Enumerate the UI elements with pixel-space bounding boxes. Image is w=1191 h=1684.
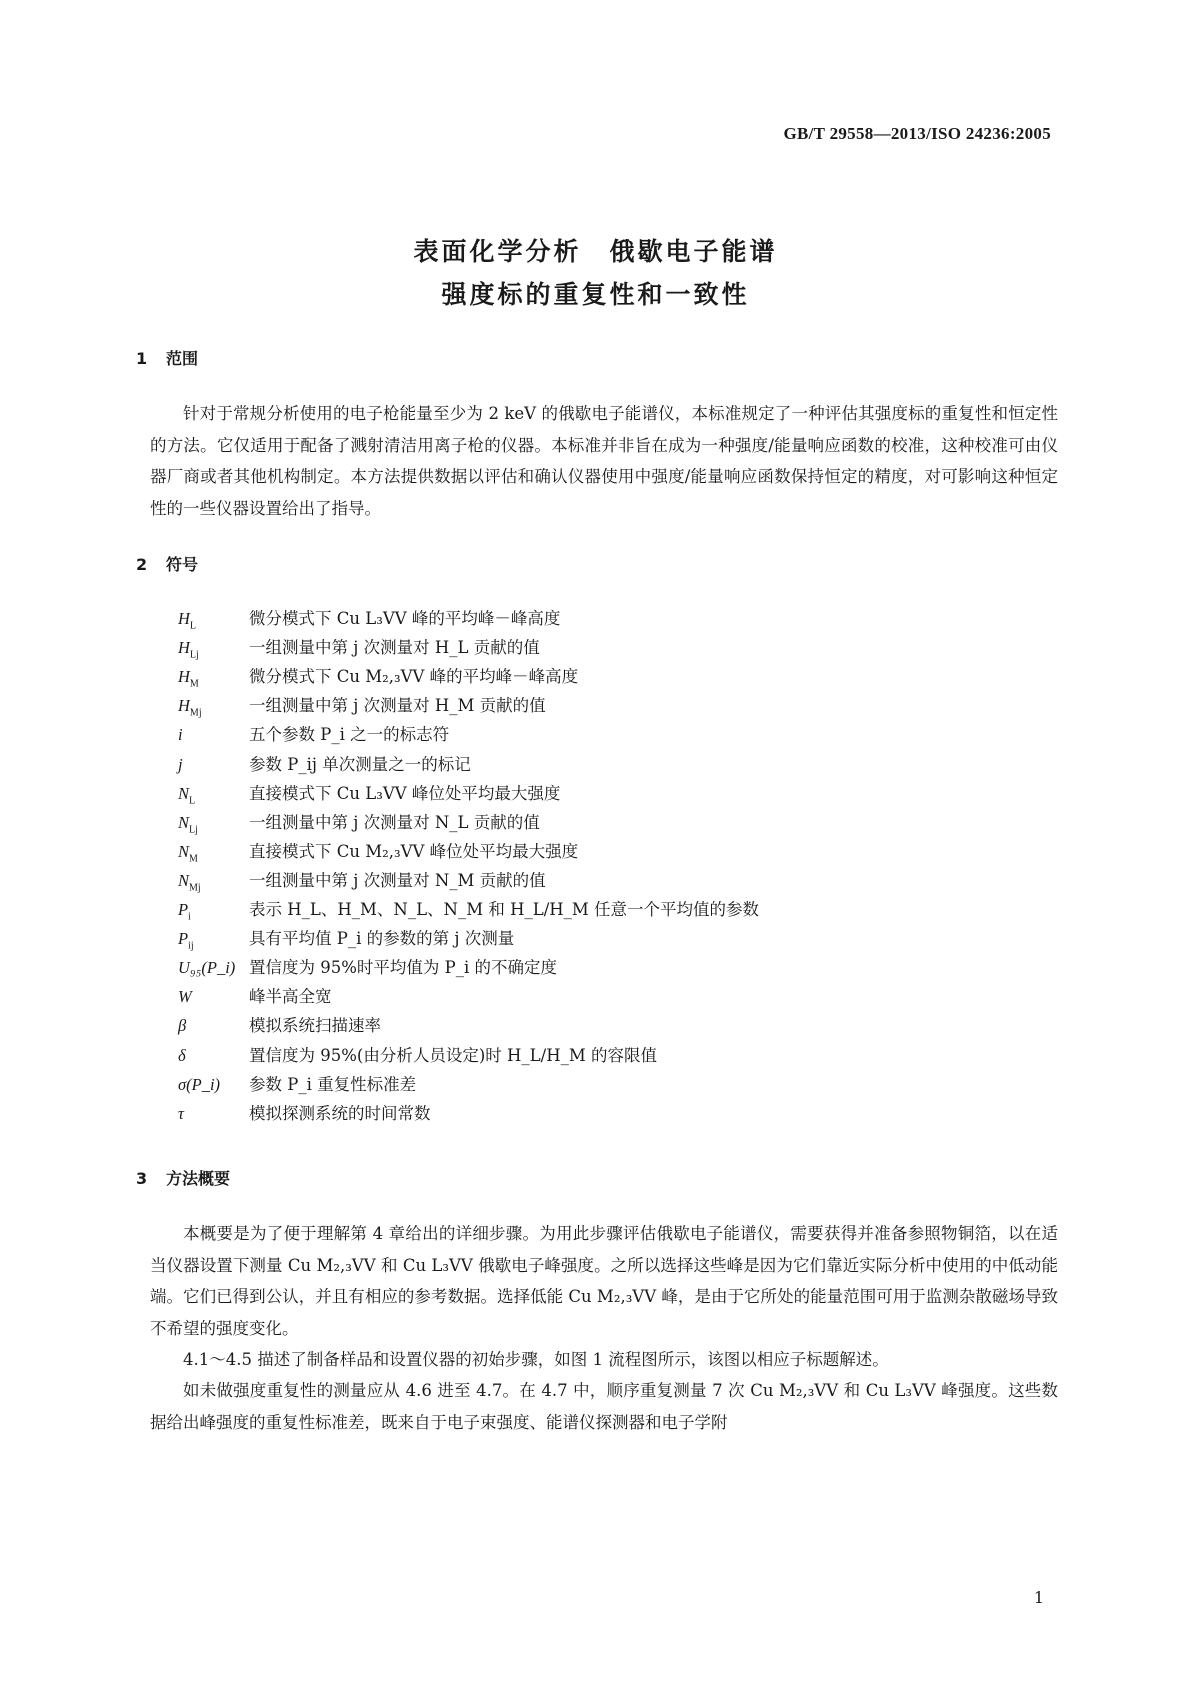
section-title: 符号 [166, 555, 199, 574]
symbol-description: 微分模式下 Cu M₂,₃VV 峰的平均峰－峰高度 [249, 667, 579, 687]
symbol-description: 参数 P_ij 单次测量之一的标记 [249, 754, 471, 774]
symbol-term: $H_L$ [178, 609, 197, 632]
section-heading-symbols [136, 552, 198, 575]
method-paragraph-2: 4.1～4.5 描述了制备样品和设置仪器的初始步骤，如图 1 流程图所示，该图以相应子标题解述。 [183, 1350, 889, 1369]
symbol-term: $N_{Lj}$ [178, 812, 198, 835]
scope-paragraph: 针对于常规分析使用的电子枪能量至少为 2 keV 的俄歇电子能谱仪，本标准规定了一种评估其强度标的重复性和恒定性的方法。它仅适用于配备了溅射清洁用离子枪的仪器。本标准并非旨在成为一种强度/能量响应函数的校准，这种校准可由仪器厂商或者其他机构制定。本方法提供数据以评估和确认仪器使用中强度/能量响应函数保持恒定的精度，对可影响这种恒定性的一些仪器设置给出了指导。 [150, 404, 1058, 518]
symbol-term: $N_M$ [178, 841, 198, 865]
symbol-term: $P_i$ [178, 900, 191, 923]
symbol-term: δ [178, 1045, 186, 1065]
symbol-term: $H_M$ [178, 667, 199, 690]
symbol-description: 模拟系统扫描速率 [249, 1016, 381, 1036]
symbol-description: 峰半高全宽 [249, 987, 332, 1007]
section-title: 范围 [166, 349, 199, 368]
section-number: 1 [136, 349, 148, 368]
symbol-term: i [178, 725, 183, 745]
symbol-description: 一组测量中第 j 次测量对 N_L 贡献的值 [249, 812, 540, 832]
symbol-term: $N_{Mj}$ [178, 870, 201, 894]
symbol-term: j [178, 754, 183, 774]
symbol-description: 一组测量中第 j 次测量对 H_M 贡献的值 [249, 696, 546, 716]
symbol-description: 模拟探测系统的时间常数 [249, 1103, 431, 1123]
symbol-description: 置信度为 95%(由分析人员设定)时 H_L/H_M 的容限值 [249, 1045, 657, 1065]
title-line-2: 强度标的重复性和一致性 [441, 280, 750, 309]
symbol-term: $H_{Lj}$ [178, 638, 199, 661]
method-paragraph-1: 本概要是为了便于理解第 4 章给出的详细步骤。为用此步骤评估俄歇电子能谱仪，需要获得并准备参照物铜箔，以在适当仪器设置下测量 Cu M₂,₃VV 和 Cu L₃VV 俄歇电子峰强度。之所以选择这些峰是因为它们靠近实际分析中使用的中低动能端。它们已得到公认，并且有相应的参考数据。选择低能 Cu M₂,₃VV 峰，是由于它所处的能量范围可用于监测杂散磁场导致不希望的强度变化。 [150, 1224, 1058, 1338]
symbol-description: 具有平均值 P_i 的参数的第 j 次测量 [249, 929, 515, 949]
symbol-description: 表示 H_L、H_M、N_L、N_M 和 H_L/H_M 任意一个平均值的参数 [249, 900, 760, 919]
method-paragraph-3: 如未做强度重复性的测量应从 4.6 进至 4.7。在 4.7 中，顺序重复测量 7 次 Cu M₂,₃VV 和 Cu L₃VV 峰强度。这些数据给出峰强度的重复性标准差，既来自于电子束强度、能谱仪探测器和电子学附 [150, 1381, 1058, 1432]
symbol-description: 置信度为 95%时平均值为 P_i 的不确定度 [249, 958, 558, 978]
symbol-description: 参数 P_i 重复性标准差 [249, 1074, 417, 1094]
symbol-term: τ [178, 1103, 184, 1123]
symbol-term: $P_{ij}$ [178, 929, 194, 952]
section-number: 3 [136, 1169, 148, 1188]
section-number: 2 [136, 555, 148, 574]
symbol-term: W [178, 987, 192, 1007]
symbol-term: $H_{Mj}$ [178, 696, 202, 719]
page-number: 1 [1033, 1588, 1044, 1607]
symbol-description: 直接模式下 Cu L₃VV 峰位处平均最大强度 [249, 783, 561, 803]
symbol-term: $N_L$ [178, 783, 196, 806]
section-heading-scope [136, 346, 198, 369]
title-line-1: 表面化学分析 俄歇电子能谱 [413, 237, 778, 266]
symbol-description: 五个参数 P_i 之一的标志符 [249, 725, 450, 745]
standard-code: GB/T 29558—2013/ISO 24236:2005 [783, 124, 1051, 143]
symbol-description: 直接模式下 Cu M₂,₃VV 峰位处平均最大强度 [249, 841, 579, 861]
symbol-description: 一组测量中第 j 次测量对 N_M 贡献的值 [249, 870, 546, 890]
symbol-description: 微分模式下 Cu L₃VV 峰的平均峰－峰高度 [249, 609, 561, 628]
symbol-term: σ(P_i) [178, 1074, 221, 1094]
symbol-term: β [178, 1016, 187, 1036]
symbol-term: U₉₅(P_i) [178, 958, 236, 978]
symbol-description: 一组测量中第 j 次测量对 H_L 贡献的值 [249, 638, 540, 658]
section-title: 方法概要 [166, 1169, 231, 1188]
section-heading-method [136, 1166, 230, 1189]
